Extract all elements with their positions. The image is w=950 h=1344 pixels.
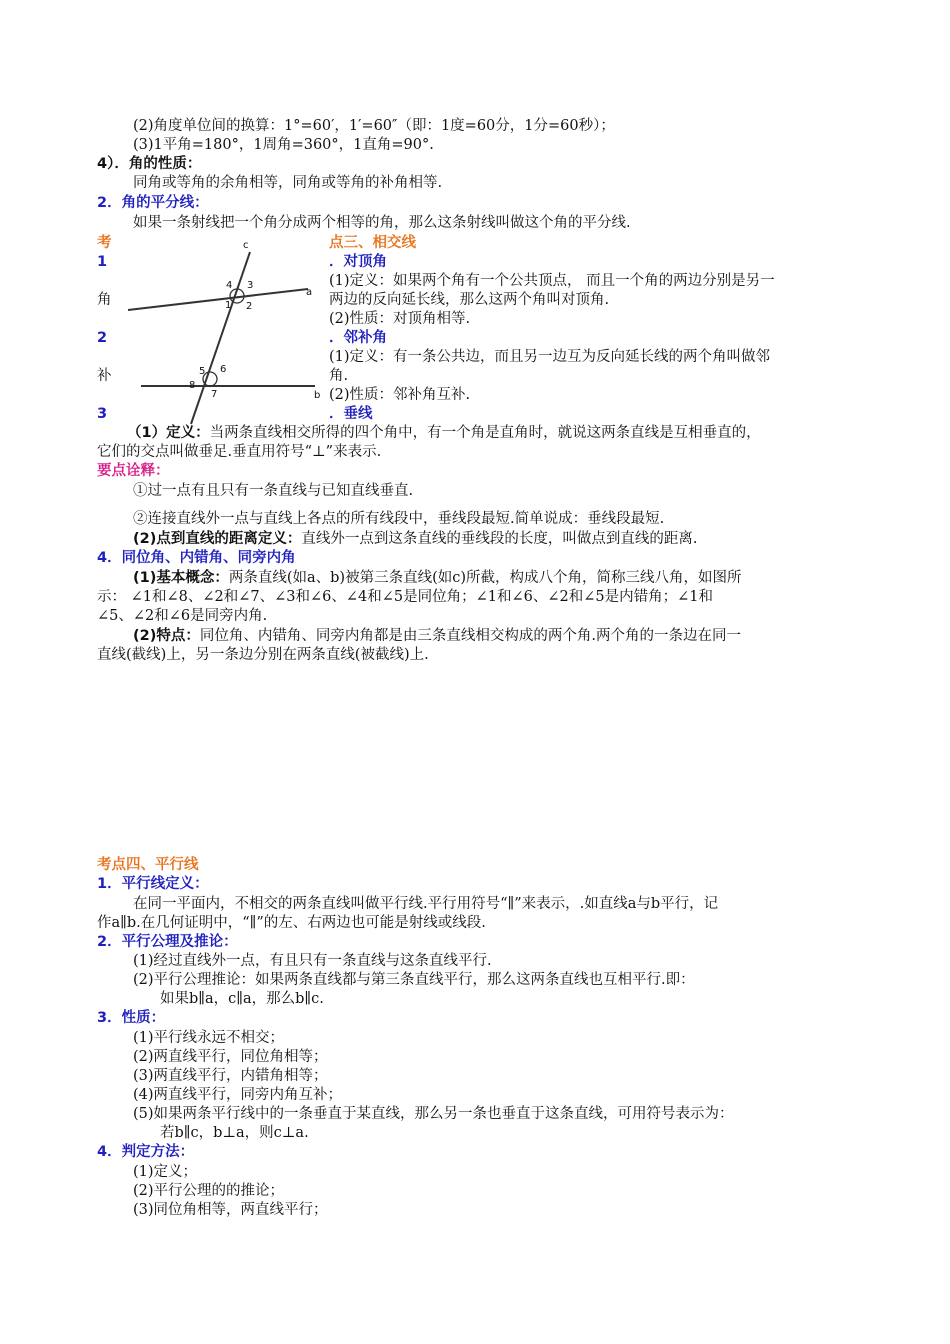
distance-text: 直线外一点到这条直线的垂线段的长度，叫做点到直线的距离. [301,531,698,547]
angle-label-8: 8 [189,380,196,391]
text-line: 在同一平面内，不相交的两条直线叫做平行线.平行用符号“∥”来表示，.如直线a与b平行，记 [133,896,719,912]
text-line: (2)性质：对顶角相等. [329,311,471,327]
text-line: (3)1平角=180°，1周角=360°，1直角=90°. [133,137,434,153]
text-line: (2)性质：邻补角互补. [329,387,471,403]
angle-label-2: 2 [246,301,253,312]
left-fragment: 3 [97,406,108,422]
text-line: (5)如果两条平行线中的一条垂直于某直线，那么另一条也垂直于这条直线，可用符号表示为： [133,1106,734,1122]
angle-label-7: 7 [211,389,218,400]
label-line-c: c [243,240,249,251]
heading-criteria: 4．判定方法： [97,1144,195,1160]
section-title-intersecting-lines: 点三、相交线 [329,235,416,251]
text-line: (2)角度单位间的换算：1°=60′，1′=60″（即：1度=60分，1分=60秒）； [133,118,615,134]
heading-parallel-axiom: 2．平行公理及推论： [97,934,238,950]
basic-concept-text: 两条直线(如a、b)被第三条直线(如c)所截，构成八个角，简称三线八角，如图所 [228,570,742,586]
features-label: (2)特点： [133,628,200,644]
text-line [133,627,741,645]
heading-parallel-definition: 1．平行线定义： [97,876,209,892]
heading-angle-properties: 4）．角的性质： [97,156,202,172]
text-line: (3)同位角相等，两直线平行； [133,1202,328,1218]
line-c [191,252,253,424]
left-fragment: 考 [97,235,112,251]
heading-properties: 3．性质： [97,1010,166,1026]
text-line: (1)经过直线外一点，有且只有一条直线与这条直线平行. [133,953,492,969]
text-line: ①过一点有且只有一条直线与已知直线垂直. [133,483,414,499]
heading-angle-types: 4．同位角、内错角、同旁内角 [97,550,296,566]
heading-vertical-angles: ．对顶角 [329,254,387,270]
heading-perpendicular: ．垂线 [329,406,373,422]
angle-label-6: 6 [220,364,227,375]
text-line: 角. [329,368,349,384]
text-line [133,569,742,587]
features-text: 同位角、内错角、同旁内角都是由三条直线相交构成的两个角.两个角的一条边在同一 [199,628,741,644]
left-fragment: 1 [97,254,108,270]
text-line: 两边的反向延长线，那么这两个角叫对顶角. [329,292,610,308]
text-line: (2)两直线平行，同位角相等； [133,1049,328,1065]
text-line: ②连接直线外一点与直线上各点的所有线段中，垂线段最短.简单说成：垂线段最短. [133,511,665,527]
key-notes-title: 要点诠释： [97,463,170,479]
line-a [128,289,308,310]
basic-concept-label: (1)基本概念： [133,570,229,586]
angle-label-3: 3 [247,280,254,291]
text-line: (2)平行公理的的推论； [133,1183,285,1199]
heading-angle-bisector: 2．角的平分线： [97,195,209,211]
text-line: 示： ∠1和∠8、∠2和∠7、∠3和∠6、∠4和∠5是同位角；∠1和∠6、∠2和∠5是内错角；∠1和 [97,589,713,605]
angle-label-4: 4 [226,280,233,291]
text-line: (1)定义：有一条公共边，而且另一边互为反向延长线的两个角叫做邻 [329,349,771,365]
text-line: 若b∥c，b⊥a，则c⊥a. [160,1125,309,1141]
perp-def-text: 当两条直线相交所得的四个角中，有一个角是直角时，就说这两条直线是互相垂直的， [209,425,761,441]
text-line: ∠5、∠2和∠6是同旁内角. [97,608,268,624]
text-line: 同角或等角的余角相等，同角或等角的补角相等. [133,175,443,191]
label-line-b: b [314,390,321,401]
text-line: 它们的交点叫做垂足.垂直用符号“⊥”来表示. [97,444,382,460]
heading-adjacent-supplementary: ．邻补角 [329,330,387,346]
text-line: (1)定义； [133,1164,198,1180]
angle-label-1: 1 [225,300,232,311]
text-line: (1)平行线永远不相交； [133,1030,285,1046]
three-lines-eight-angles-figure [125,238,330,426]
text-line: (4)两直线平行，同旁内角互补； [133,1087,343,1103]
text-line: (3)两直线平行，内错角相等； [133,1068,328,1084]
angle-label-5: 5 [199,366,206,377]
text-line: (1)定义：如果两个角有一个公共顶点， 而且一个角的两边分别是另一 [329,273,775,289]
left-fragment: 2 [97,330,108,346]
distance-label: (2)点到直线的距离定义： [133,531,302,547]
perp-def-label: （1）定义： [127,425,210,441]
label-line-a: a [306,287,313,298]
text-line: 如果b∥a，c∥a，那么b∥c. [160,991,324,1007]
text-line [127,424,761,442]
text-line: 作a∥b.在几何证明中，“∥”的左、右两边也可能是射线或线段. [97,915,486,931]
text-line: 直线(截线)上，另一条边分别在两条直线(被截线)上. [97,647,429,663]
text-line [133,530,697,548]
left-fragment: 补 [97,368,112,384]
section-title-parallel-lines: 考点四、平行线 [97,857,199,873]
text-line: 如果一条射线把一个角分成两个相等的角，那么这条射线叫做这个角的平分线. [133,215,631,231]
text-line: (2)平行公理推论：如果两条直线都与第三条直线平行，那么这两条直线也互相平行.即： [133,972,695,988]
left-fragment: 角 [97,292,112,308]
